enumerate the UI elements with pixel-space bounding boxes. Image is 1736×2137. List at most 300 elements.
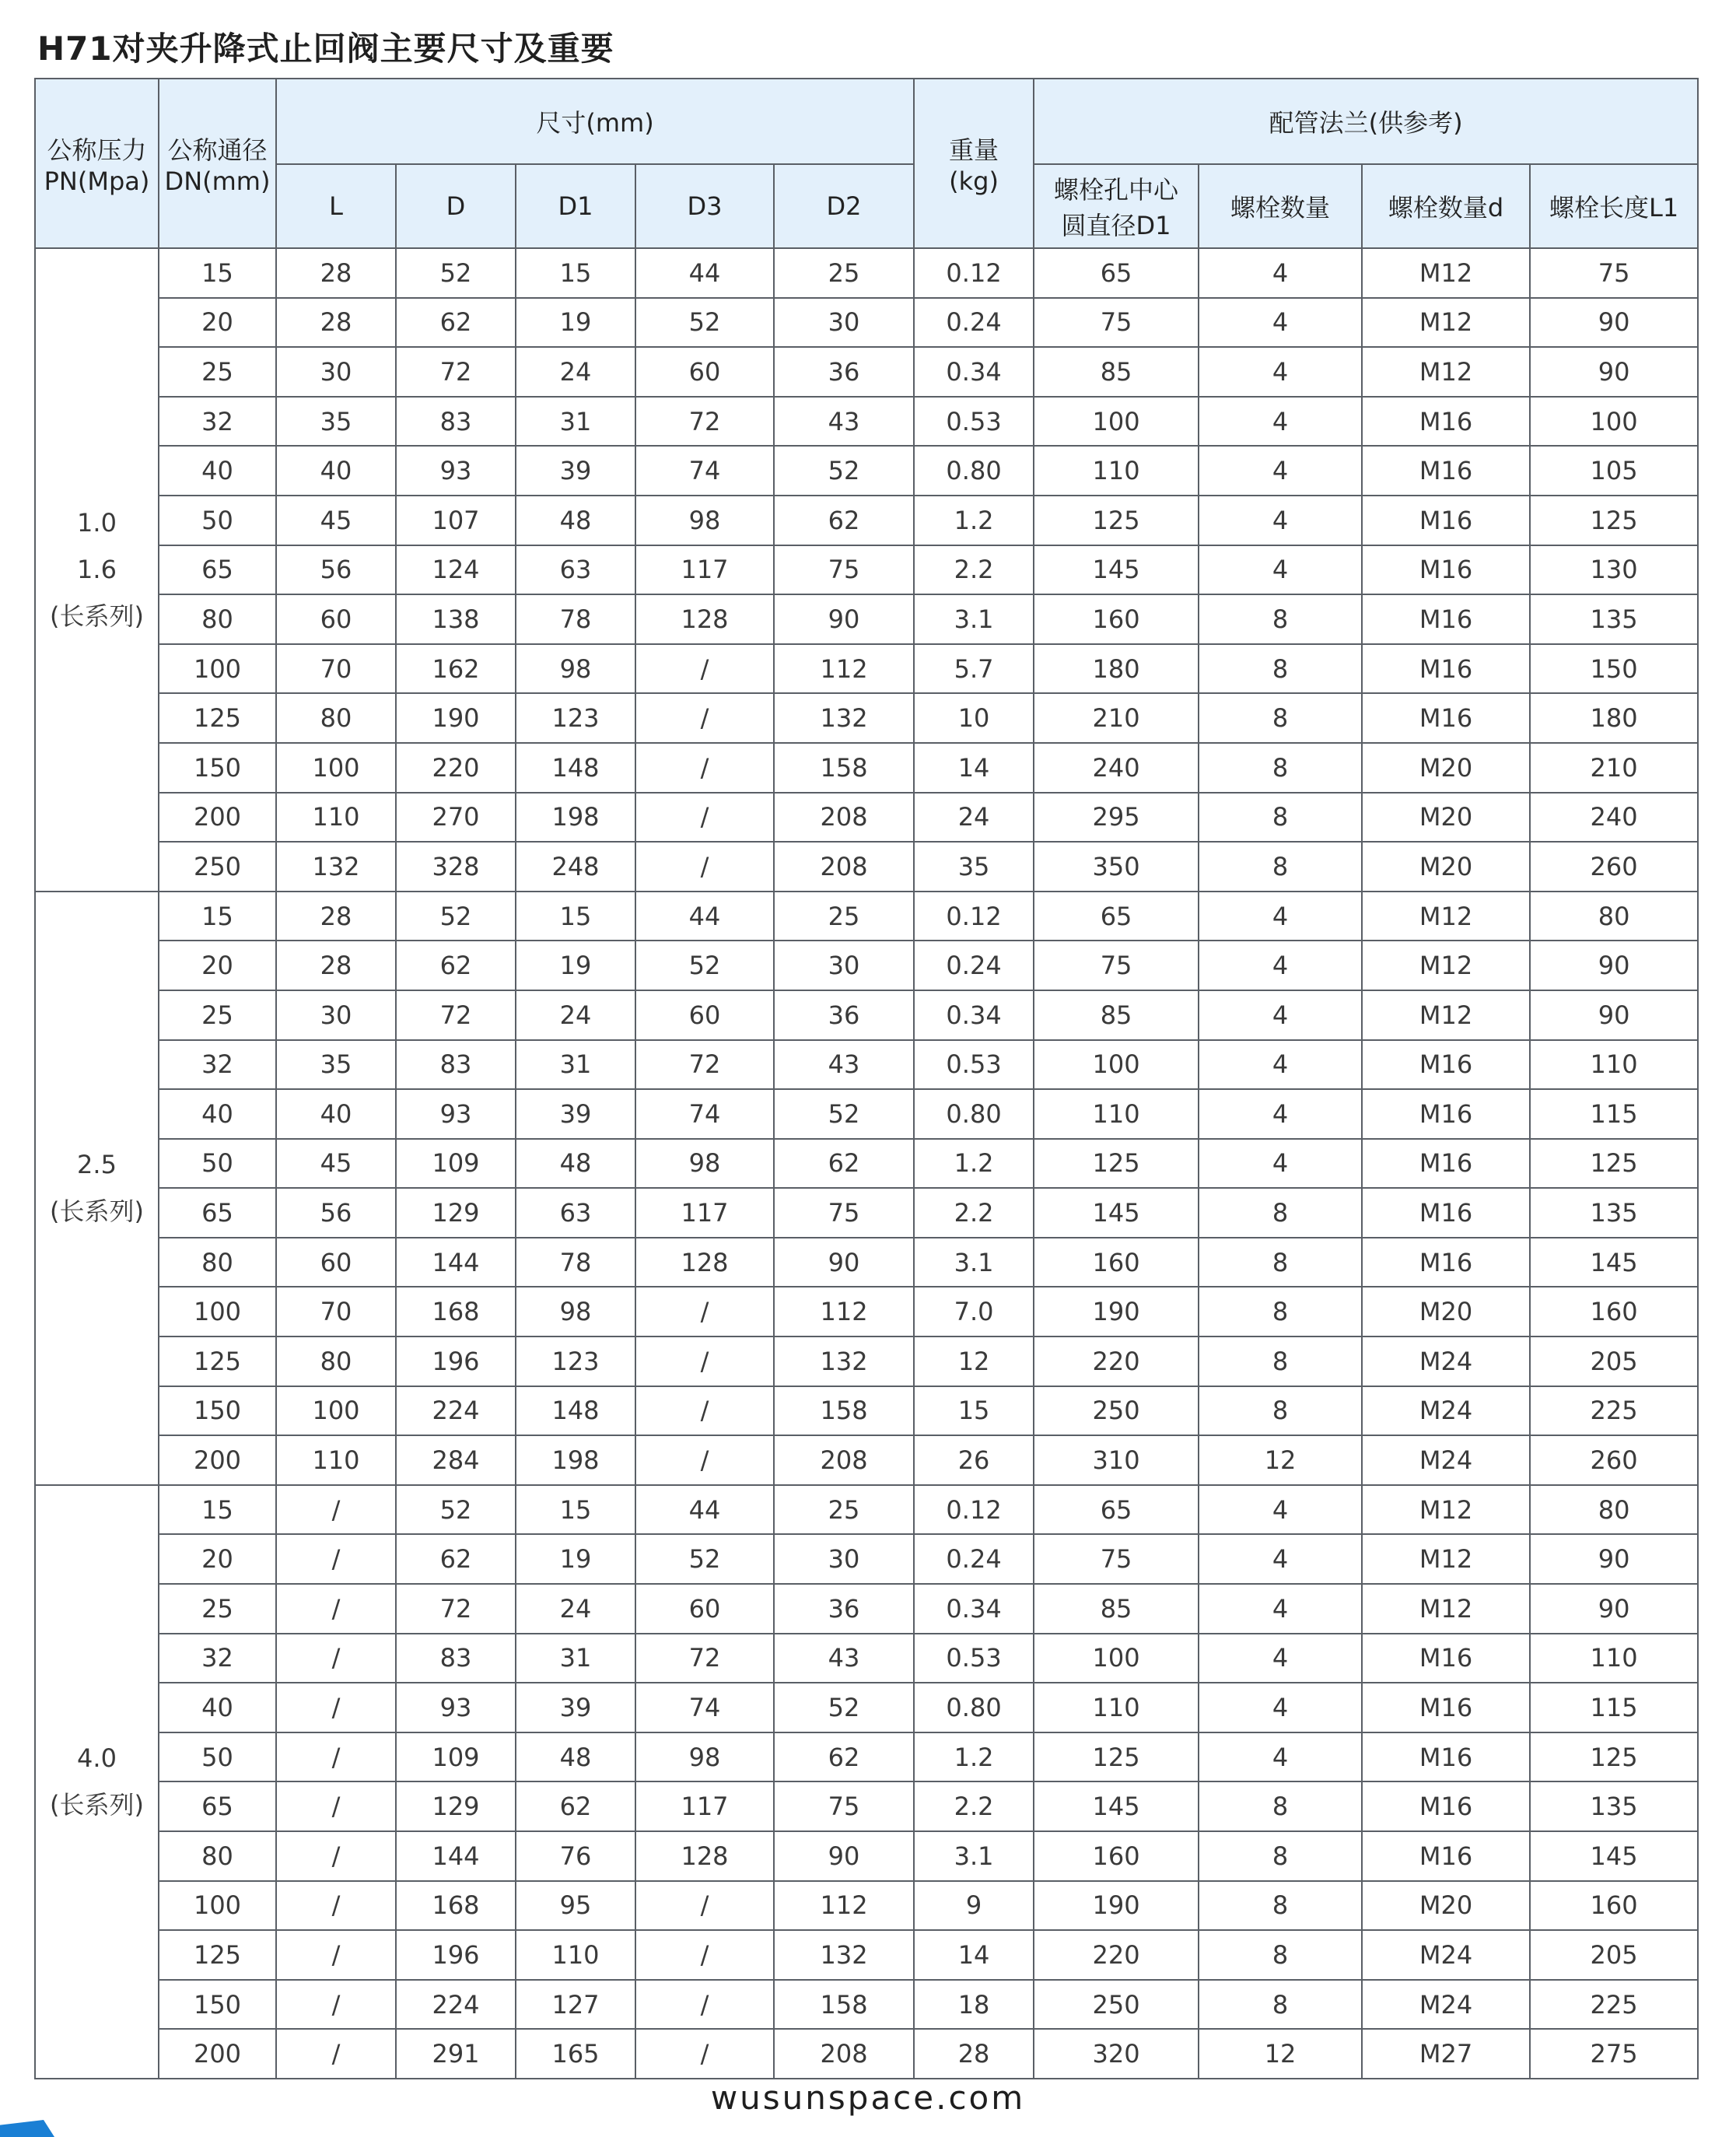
- table-cell: 110: [1530, 1040, 1698, 1090]
- table-cell: 100: [159, 644, 276, 694]
- table-cell: 284: [396, 1435, 516, 1485]
- table-cell: 40: [159, 1089, 276, 1139]
- table-cell: 65: [159, 545, 276, 595]
- table-cell: 0.24: [914, 298, 1034, 348]
- table-cell: 35: [276, 1040, 396, 1090]
- table-cell: 150: [1530, 644, 1698, 694]
- table-cell: 8: [1199, 842, 1362, 892]
- table-row: [35, 1584, 1698, 1634]
- table-cell: 8: [1199, 1781, 1362, 1831]
- table-cell: 7.0: [914, 1287, 1034, 1337]
- table-cell: 30: [276, 990, 396, 1040]
- table-cell: 260: [1530, 842, 1698, 892]
- table-cell: 4: [1199, 941, 1362, 990]
- table-cell: 52: [635, 941, 774, 990]
- table-cell: 0.53: [914, 1634, 1034, 1683]
- table-cell: 135: [1530, 594, 1698, 644]
- table-cell: /: [635, 1930, 774, 1980]
- table-row: [35, 397, 1698, 447]
- table-cell: 210: [1034, 693, 1199, 743]
- table-cell: 25: [774, 892, 914, 941]
- table-cell: 50: [159, 1139, 276, 1189]
- table-cell: 12: [1199, 1435, 1362, 1485]
- table-cell: 60: [635, 990, 774, 1040]
- table-cell: M16: [1362, 693, 1530, 743]
- table-cell: 4: [1199, 1485, 1362, 1535]
- table-cell: M20: [1362, 842, 1530, 892]
- table-cell: 30: [774, 298, 914, 348]
- table-cell: 132: [276, 842, 396, 892]
- table-cell: 15: [159, 1485, 276, 1535]
- table-cell: 158: [774, 743, 914, 793]
- table-cell: /: [635, 842, 774, 892]
- table-cell: 85: [1034, 347, 1199, 397]
- table-cell: 98: [635, 1732, 774, 1782]
- table-cell: 40: [276, 1089, 396, 1139]
- table-cell: 129: [396, 1188, 516, 1238]
- table-cell: 98: [516, 1287, 635, 1337]
- table-cell: /: [276, 1881, 396, 1931]
- table-cell: 95: [516, 1881, 635, 1931]
- table-cell: 2.2: [914, 1188, 1034, 1238]
- table-cell: 28: [276, 298, 396, 348]
- table-cell: M27: [1362, 2029, 1530, 2079]
- table-cell: 8: [1199, 644, 1362, 694]
- table-cell: 75: [1034, 1534, 1199, 1584]
- table-cell: 198: [516, 793, 635, 843]
- table-cell: 100: [1034, 397, 1199, 447]
- table-cell: 31: [516, 1040, 635, 1090]
- table-cell: 80: [1530, 892, 1698, 941]
- table-row: [35, 1238, 1698, 1287]
- table-cell: 4: [1199, 892, 1362, 941]
- table-row: [35, 1831, 1698, 1881]
- table-cell: 72: [396, 990, 516, 1040]
- table-cell: 8: [1199, 1980, 1362, 2030]
- table-cell: 158: [774, 1386, 914, 1436]
- table-cell: 100: [159, 1881, 276, 1931]
- table-cell: 123: [516, 1337, 635, 1386]
- table-cell: 14: [914, 1930, 1034, 1980]
- table-cell: M16: [1362, 1634, 1530, 1683]
- table-cell: 31: [516, 1634, 635, 1683]
- table-cell: 320: [1034, 2029, 1199, 2079]
- table-cell: 52: [774, 1089, 914, 1139]
- table-cell: /: [635, 1386, 774, 1436]
- header-dn: 公称通径 DN(mm): [159, 79, 276, 248]
- table-cell: 107: [396, 496, 516, 545]
- table-cell: 52: [396, 892, 516, 941]
- table-cell: 28: [914, 2029, 1034, 2079]
- table-cell: 90: [774, 1238, 914, 1287]
- table-cell: 83: [396, 1040, 516, 1090]
- table-cell: 15: [516, 1485, 635, 1535]
- table-cell: 144: [396, 1831, 516, 1881]
- table-cell: 74: [635, 1089, 774, 1139]
- table-cell: 240: [1034, 743, 1199, 793]
- table-cell: /: [635, 2029, 774, 2079]
- table-cell: 158: [774, 1980, 914, 2030]
- table-row: [35, 1188, 1698, 1238]
- table-cell: 208: [774, 2029, 914, 2079]
- table-cell: 110: [1034, 1683, 1199, 1732]
- table-cell: 110: [276, 793, 396, 843]
- table-cell: /: [635, 693, 774, 743]
- table-row: [35, 1683, 1698, 1732]
- table-cell: 90: [774, 594, 914, 644]
- header-bolt-count: 螺栓数量: [1199, 164, 1362, 248]
- table-cell: 117: [635, 545, 774, 595]
- table-cell: 350: [1034, 842, 1199, 892]
- table-cell: 1.2: [914, 1732, 1034, 1782]
- table-cell: 40: [159, 446, 276, 496]
- table-cell: M12: [1362, 1534, 1530, 1584]
- table-cell: 44: [635, 1485, 774, 1535]
- table-cell: /: [635, 644, 774, 694]
- table-cell: M12: [1362, 347, 1530, 397]
- table-cell: 40: [159, 1683, 276, 1732]
- table-cell: M16: [1362, 496, 1530, 545]
- table-cell: 78: [516, 1238, 635, 1287]
- table-row: [35, 842, 1698, 892]
- table-cell: 62: [396, 941, 516, 990]
- table-cell: 20: [159, 298, 276, 348]
- table-cell: 180: [1530, 693, 1698, 743]
- table-cell: 75: [774, 1188, 914, 1238]
- table-cell: M16: [1362, 1238, 1530, 1287]
- table-cell: /: [276, 1930, 396, 1980]
- header-pn: 公称压力 PN(Mpa): [35, 79, 159, 248]
- table-cell: 100: [1034, 1634, 1199, 1683]
- table-cell: 205: [1530, 1930, 1698, 1980]
- table-cell: M24: [1362, 1980, 1530, 2030]
- table-cell: 75: [1530, 248, 1698, 298]
- table-row: [35, 941, 1698, 990]
- table-cell: 90: [1530, 298, 1698, 348]
- table-cell: 80: [159, 1831, 276, 1881]
- table-cell: 200: [159, 1435, 276, 1485]
- table-cell: 208: [774, 793, 914, 843]
- table-cell: 275: [1530, 2029, 1698, 2079]
- table-cell: 160: [1034, 1831, 1199, 1881]
- table-cell: 72: [635, 397, 774, 447]
- table-cell: 132: [774, 1337, 914, 1386]
- table-cell: 8: [1199, 1930, 1362, 1980]
- table-cell: 72: [635, 1634, 774, 1683]
- table-row: [35, 693, 1698, 743]
- table-cell: 19: [516, 941, 635, 990]
- table-cell: 70: [276, 1287, 396, 1337]
- table-cell: 24: [914, 793, 1034, 843]
- table-cell: 250: [159, 842, 276, 892]
- table-row: [35, 545, 1698, 595]
- table-cell: 8: [1199, 1881, 1362, 1931]
- table-cell: 15: [159, 248, 276, 298]
- table-cell: 83: [396, 397, 516, 447]
- table-cell: M20: [1362, 1287, 1530, 1337]
- table-row: [35, 1337, 1698, 1386]
- table-cell: 8: [1199, 1188, 1362, 1238]
- table-cell: 25: [774, 1485, 914, 1535]
- table-cell: /: [635, 1881, 774, 1931]
- table-row: [35, 298, 1698, 348]
- table-row: [35, 1139, 1698, 1189]
- table-cell: 50: [159, 496, 276, 545]
- table-cell: 52: [774, 446, 914, 496]
- table-cell: 90: [774, 1831, 914, 1881]
- page-title: H71对夹升降式止回阀主要尺寸及重要: [37, 30, 614, 68]
- table-cell: 3.1: [914, 594, 1034, 644]
- table-cell: M20: [1362, 1881, 1530, 1931]
- header-bolt-size: 螺栓数量d: [1362, 164, 1530, 248]
- header-flange-group: 配管法兰(供参考): [1034, 79, 1698, 164]
- table-cell: 138: [396, 594, 516, 644]
- table-cell: 44: [635, 248, 774, 298]
- table-cell: 132: [774, 693, 914, 743]
- table-cell: 250: [1034, 1980, 1199, 2030]
- table-cell: M20: [1362, 793, 1530, 843]
- table-cell: 20: [159, 941, 276, 990]
- table-cell: 225: [1530, 1980, 1698, 2030]
- table-cell: 43: [774, 1634, 914, 1683]
- table-cell: 0.34: [914, 1584, 1034, 1634]
- table-cell: 36: [774, 1584, 914, 1634]
- table-cell: 24: [516, 990, 635, 1040]
- table-cell: /: [276, 1634, 396, 1683]
- table-cell: 0.80: [914, 446, 1034, 496]
- table-cell: /: [276, 1781, 396, 1831]
- table-cell: /: [276, 1534, 396, 1584]
- table-cell: 160: [1530, 1287, 1698, 1337]
- table-cell: /: [276, 1683, 396, 1732]
- table-row: [35, 1781, 1698, 1831]
- table-cell: M24: [1362, 1435, 1530, 1485]
- table-cell: 65: [1034, 892, 1199, 941]
- table-cell: M16: [1362, 1089, 1530, 1139]
- table-cell: 224: [396, 1386, 516, 1436]
- table-cell: 65: [1034, 1485, 1199, 1535]
- table-cell: 8: [1199, 1386, 1362, 1436]
- table-cell: 162: [396, 644, 516, 694]
- table-cell: 18: [914, 1980, 1034, 2030]
- table-cell: 4: [1199, 1139, 1362, 1189]
- table-cell: 190: [1034, 1881, 1199, 1931]
- table-cell: 45: [276, 1139, 396, 1189]
- table-cell: 125: [1034, 496, 1199, 545]
- table-cell: 74: [635, 1683, 774, 1732]
- table-cell: 110: [1034, 1089, 1199, 1139]
- table-cell: 109: [396, 1139, 516, 1189]
- table-cell: 100: [276, 1386, 396, 1436]
- table-cell: 0.12: [914, 1485, 1034, 1535]
- table-row: [35, 2029, 1698, 2079]
- table-row: [35, 990, 1698, 1040]
- table-cell: 124: [396, 545, 516, 595]
- table-cell: 72: [396, 1584, 516, 1634]
- table-cell: 224: [396, 1980, 516, 2030]
- table-cell: 56: [276, 1188, 396, 1238]
- table-cell: /: [635, 1980, 774, 2030]
- table-cell: 60: [276, 1238, 396, 1287]
- table-cell: 48: [516, 496, 635, 545]
- table-cell: 83: [396, 1634, 516, 1683]
- table-cell: 128: [635, 1238, 774, 1287]
- table-cell: 200: [159, 793, 276, 843]
- table-cell: 90: [1530, 1584, 1698, 1634]
- table-cell: 15: [159, 892, 276, 941]
- table-cell: 28: [276, 941, 396, 990]
- table-cell: 4: [1199, 1584, 1362, 1634]
- table-cell: 75: [774, 1781, 914, 1831]
- table-cell: 1.2: [914, 1139, 1034, 1189]
- table-cell: 200: [159, 2029, 276, 2079]
- table-cell: 4: [1199, 397, 1362, 447]
- table-cell: 15: [516, 892, 635, 941]
- table-cell: 15: [914, 1386, 1034, 1436]
- table-cell: 125: [159, 1337, 276, 1386]
- table-cell: 4: [1199, 248, 1362, 298]
- table-cell: 75: [1034, 941, 1199, 990]
- table-cell: 4: [1199, 1683, 1362, 1732]
- table-cell: 4: [1199, 1634, 1362, 1683]
- table-cell: M12: [1362, 248, 1530, 298]
- table-cell: 208: [774, 842, 914, 892]
- table-cell: 125: [1530, 1732, 1698, 1782]
- table-cell: 270: [396, 793, 516, 843]
- table-cell: 35: [276, 397, 396, 447]
- table-cell: 198: [516, 1435, 635, 1485]
- header-l: L: [276, 164, 396, 248]
- table-cell: 295: [1034, 793, 1199, 843]
- table-cell: 205: [1530, 1337, 1698, 1386]
- table-cell: 3.1: [914, 1238, 1034, 1287]
- table-cell: 32: [159, 397, 276, 447]
- table-cell: 110: [516, 1930, 635, 1980]
- table-row: [35, 1534, 1698, 1584]
- table-cell: 148: [516, 1386, 635, 1436]
- table-cell: 128: [635, 1831, 774, 1881]
- table-cell: 310: [1034, 1435, 1199, 1485]
- table-cell: 0.80: [914, 1089, 1034, 1139]
- table-cell: 2.2: [914, 1781, 1034, 1831]
- table-cell: M16: [1362, 644, 1530, 694]
- table-cell: 1.2: [914, 496, 1034, 545]
- table-cell: 210: [1530, 743, 1698, 793]
- table-cell: 112: [774, 1881, 914, 1931]
- table-cell: 80: [1530, 1485, 1698, 1535]
- table-row: [35, 1089, 1698, 1139]
- table-cell: 125: [1530, 1139, 1698, 1189]
- table-cell: M16: [1362, 1781, 1530, 1831]
- table-cell: 8: [1199, 1287, 1362, 1337]
- table-cell: 93: [396, 1683, 516, 1732]
- table-cell: 43: [774, 397, 914, 447]
- table-row: [35, 793, 1698, 843]
- table-cell: 150: [159, 1980, 276, 2030]
- table-cell: M16: [1362, 1683, 1530, 1732]
- table-cell: 9: [914, 1881, 1034, 1931]
- table-cell: 8: [1199, 1238, 1362, 1287]
- table-cell: 125: [1530, 496, 1698, 545]
- table-cell: M16: [1362, 397, 1530, 447]
- table-cell: 62: [774, 1139, 914, 1189]
- table-cell: 260: [1530, 1435, 1698, 1485]
- table-cell: M12: [1362, 892, 1530, 941]
- table-cell: 24: [516, 1584, 635, 1634]
- table-cell: 125: [159, 1930, 276, 1980]
- table-cell: 291: [396, 2029, 516, 2079]
- table-cell: 52: [396, 1485, 516, 1535]
- table-cell: 39: [516, 1683, 635, 1732]
- table-cell: 144: [396, 1238, 516, 1287]
- table-cell: 115: [1530, 1683, 1698, 1732]
- table-cell: 62: [516, 1781, 635, 1831]
- table-row: [35, 248, 1698, 298]
- header-d2: D2: [774, 164, 914, 248]
- table-cell: 4: [1199, 298, 1362, 348]
- corner-accent: [0, 2120, 54, 2137]
- table-cell: 100: [276, 743, 396, 793]
- table-cell: /: [276, 1980, 396, 2030]
- pn-group-cell: 1.0 1.6 (长系列): [35, 248, 159, 892]
- table-cell: 100: [1034, 1040, 1199, 1090]
- table-cell: 0.53: [914, 1040, 1034, 1090]
- table-row: [35, 1634, 1698, 1683]
- table-cell: 148: [516, 743, 635, 793]
- table-cell: 8: [1199, 1337, 1362, 1386]
- table-cell: 240: [1530, 793, 1698, 843]
- table-cell: 90: [1530, 941, 1698, 990]
- table-cell: 60: [635, 1584, 774, 1634]
- pn-group-cell: 4.0 (长系列): [35, 1485, 159, 2079]
- table-cell: M16: [1362, 1732, 1530, 1782]
- table-cell: 60: [276, 594, 396, 644]
- header-weight: 重量 (kg): [914, 79, 1034, 248]
- table-cell: M12: [1362, 1485, 1530, 1535]
- table-cell: 112: [774, 644, 914, 694]
- table-cell: 117: [635, 1188, 774, 1238]
- watermark-text: wusunspace.com: [710, 2079, 1026, 2117]
- table-cell: 160: [1034, 1238, 1199, 1287]
- table-cell: 40: [276, 446, 396, 496]
- table-cell: 168: [396, 1881, 516, 1931]
- table-row: [35, 1040, 1698, 1090]
- table-cell: 12: [1199, 2029, 1362, 2079]
- table-cell: 145: [1034, 545, 1199, 595]
- table-cell: 328: [396, 842, 516, 892]
- header-bolt-circle: 螺栓孔中心 圆直径D1: [1034, 164, 1199, 248]
- table-cell: 135: [1530, 1781, 1698, 1831]
- table-row: [35, 743, 1698, 793]
- table-cell: M24: [1362, 1337, 1530, 1386]
- header-bolt-length: 螺栓长度L1: [1530, 164, 1698, 248]
- table-cell: 248: [516, 842, 635, 892]
- table-cell: 20: [159, 1534, 276, 1584]
- table-cell: 98: [635, 1139, 774, 1189]
- table-cell: 72: [396, 347, 516, 397]
- table-cell: 44: [635, 892, 774, 941]
- table-cell: /: [635, 1435, 774, 1485]
- table-cell: 52: [774, 1683, 914, 1732]
- table-cell: 4: [1199, 446, 1362, 496]
- table-cell: 63: [516, 1188, 635, 1238]
- table-cell: 225: [1530, 1386, 1698, 1436]
- table-cell: 110: [276, 1435, 396, 1485]
- table-cell: /: [276, 1584, 396, 1634]
- table-cell: 150: [159, 743, 276, 793]
- table-cell: 196: [396, 1337, 516, 1386]
- table-row: [35, 1881, 1698, 1931]
